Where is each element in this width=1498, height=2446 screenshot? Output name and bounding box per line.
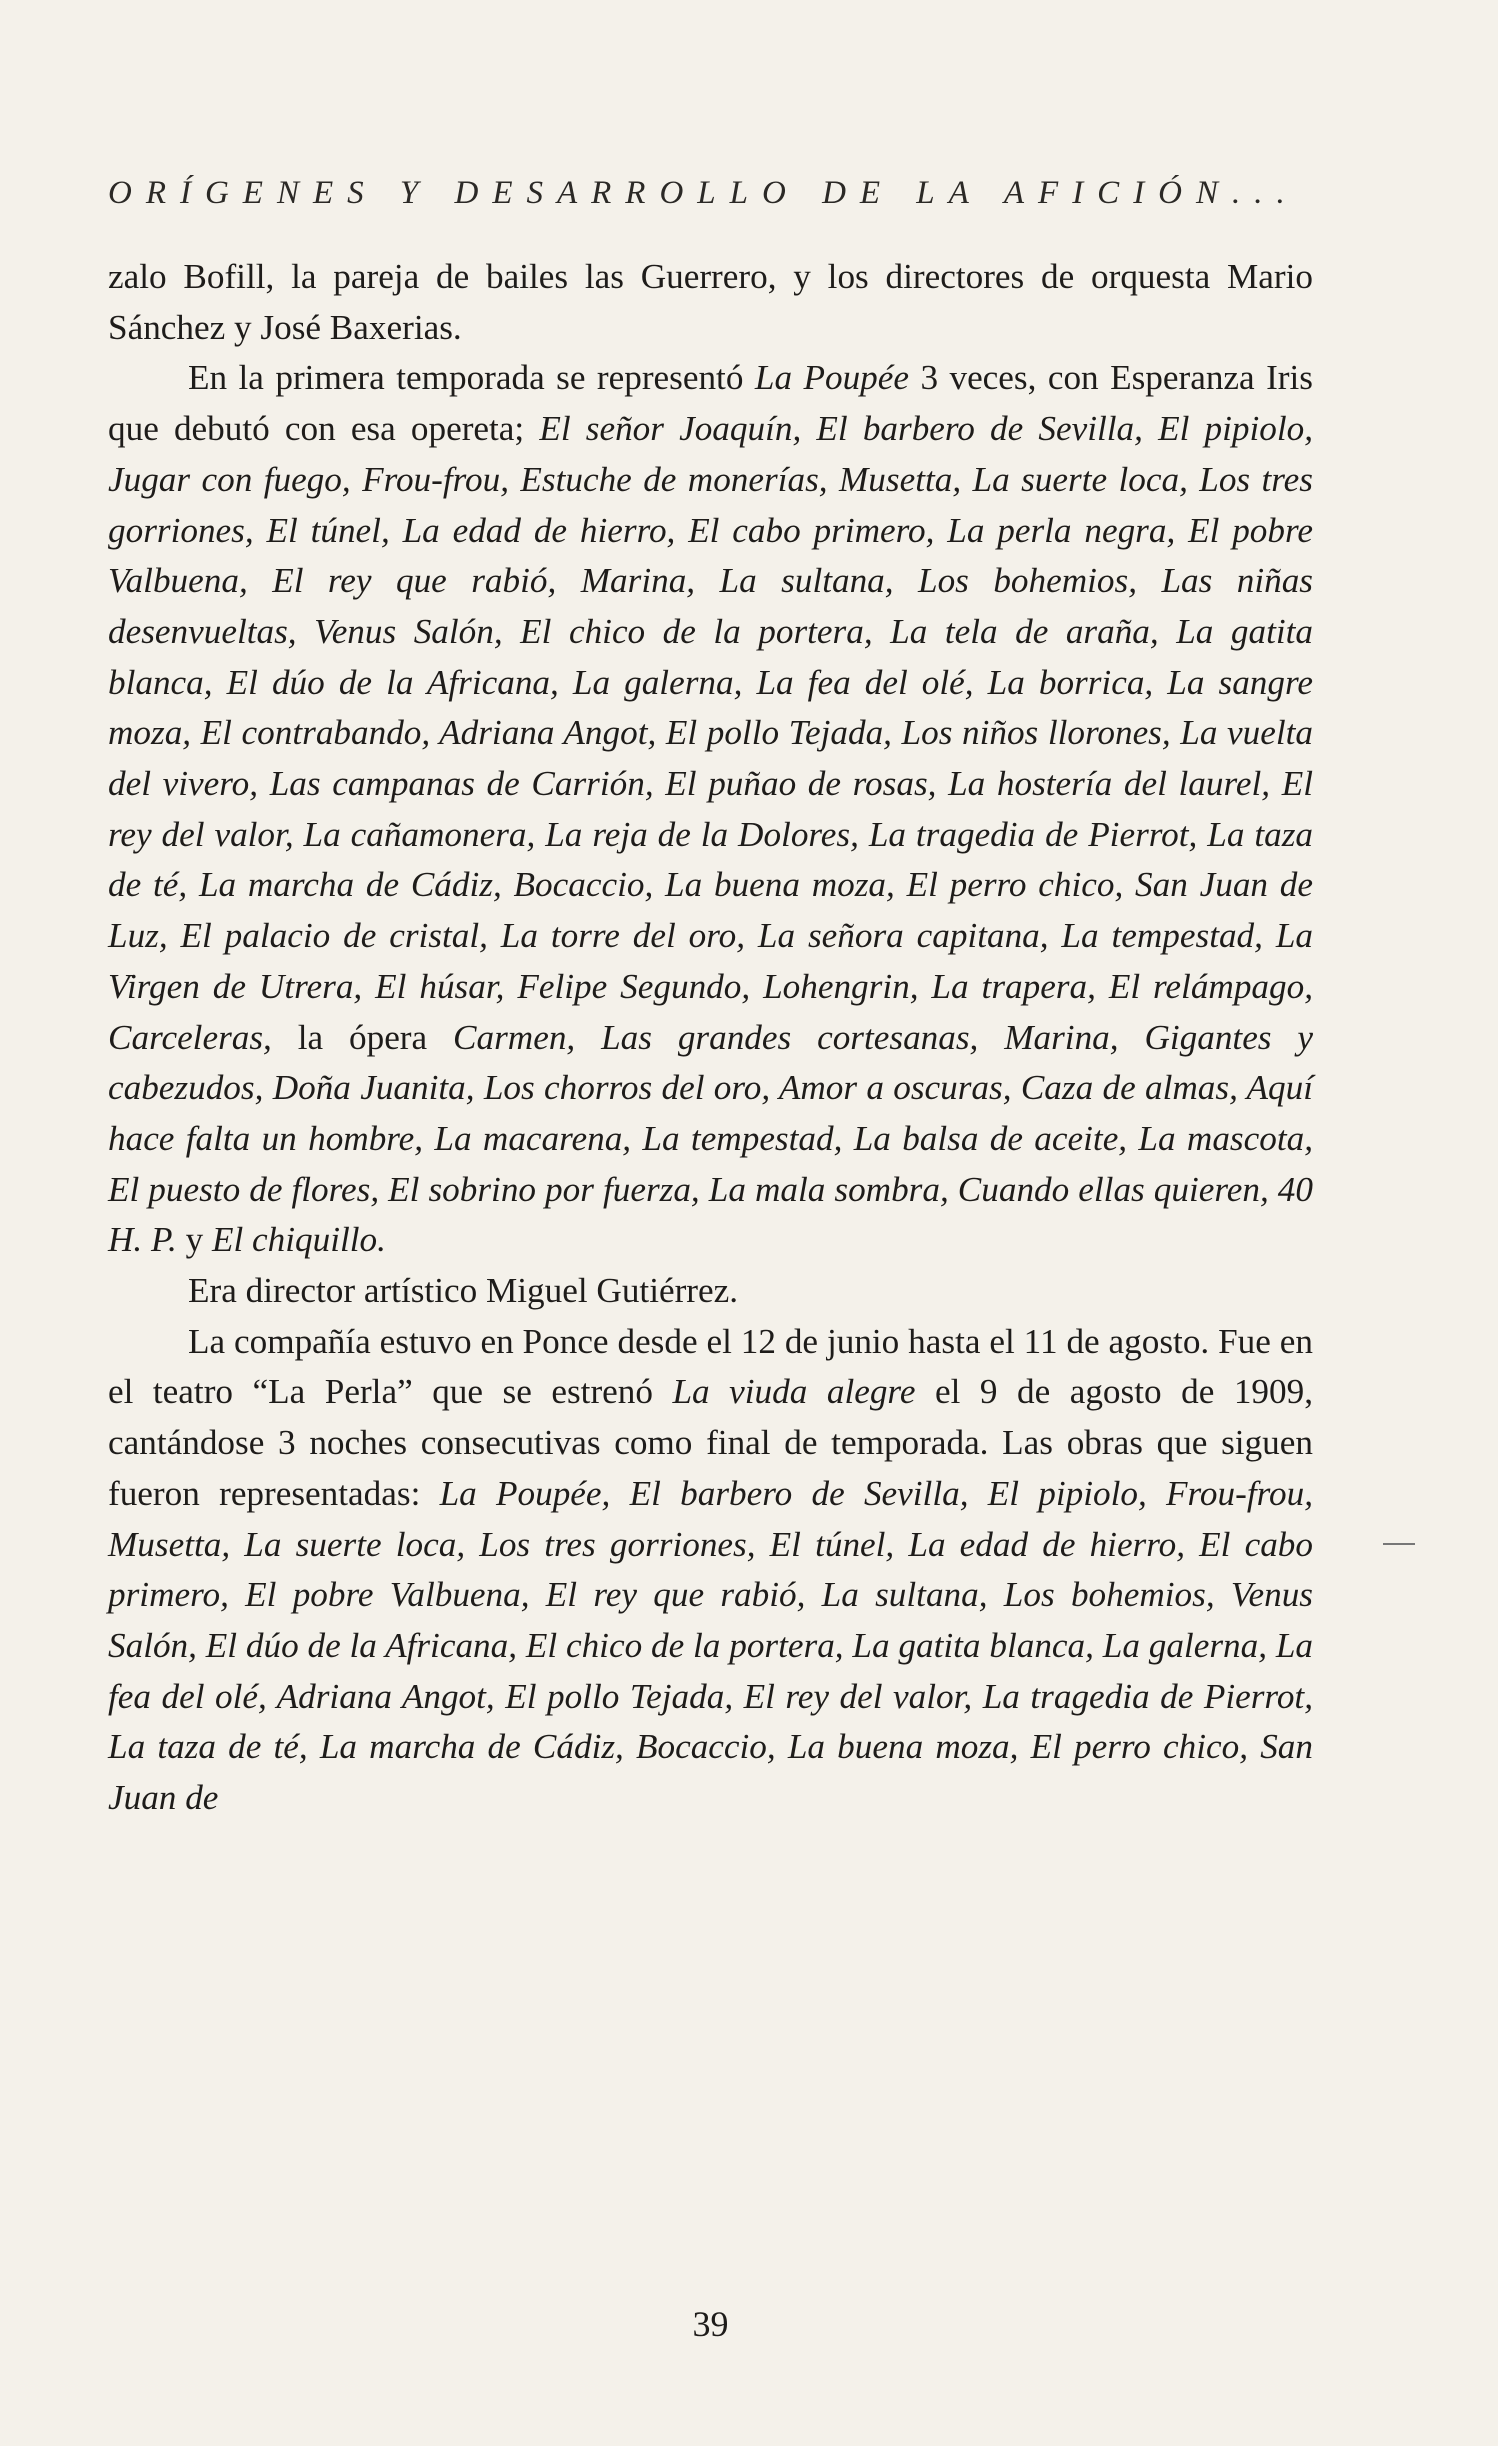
text-run: la ópera	[271, 1017, 454, 1057]
book-page	[108, 175, 1313, 2435]
italic-title-run: El señor Joaquín, El barbero de Sevilla, El pipiolo, Jugar con fuego, Frou-frou, Estuche de monerías, Musetta, La suerte loca, Los tres gorriones, El túnel, La edad de hierro, El cabo primero, La perla negra, El pobre Valbuena, El rey que rabió, Marina, La sultana, Los bohemios, Las niñas desenvueltas, Venus Salón, El chico de la portera, La tela de araña, La gatita blanca, El dúo de la Africana, La galerna, La fea del olé, La borrica, La sangre moza, El contrabando, Adriana Angot, El pollo Tejada, Los niños llorones, La vuelta del vivero, Las campanas de Carrión, El puñao de rosas, La hostería del laurel, El rey del valor, La cañamonera, La reja de la Dolores, La tragedia de Pierrot, La taza de té, La marcha de Cádiz, Bocaccio, La buena moza, El perro chico, San Juan de Luz, El palacio de cristal, La torre del oro, La señora capitana, La tempestad, La Virgen de Utrera, El húsar, Felipe Segundo, Lohengrin, La trapera, El relámpago, Carceleras,	[108, 409, 1313, 1057]
text-run: La compañía estuvo en Ponce desde el 12 de junio hasta el 11 de agosto. Fue en el teatro “La Perla” que se estrenó	[108, 1321, 1313, 1412]
paragraph	[108, 353, 1313, 1266]
italic-title-run: La Poupée	[754, 358, 909, 398]
text-run: En la primera temporada se representó	[188, 358, 755, 398]
text-run: 3 veces, con Esperanza Iris que debutó con esa opereta;	[108, 358, 1313, 449]
text-run: zalo Bofill, la pareja de bailes las Guerrero, y los directores de orquesta Mario Sánchez y José Baxerias.	[108, 257, 1313, 347]
text-run: Era director artístico Miguel Gutiérrez.	[188, 1271, 739, 1311]
paragraph	[108, 1266, 1313, 1317]
paragraph	[108, 252, 1313, 353]
italic-title-run: El chiquillo.	[211, 1220, 386, 1260]
italic-title-run: Carmen, Las grandes cortesanas, Marina, Gigantes y cabezudos, Doña Juanita, Los chorros del oro, Amor a oscuras, Caza de almas, Aquí hace falta un hombre, La macarena, La tempestad, La balsa de aceite, La mascota, El puesto de flores, El sobrino por fuerza, La mala sombra, Cuando ellas quieren, 40 H. P.	[108, 1017, 1313, 1260]
italic-title-run: La viuda alegre	[672, 1372, 916, 1412]
paragraph	[108, 1317, 1313, 1824]
page-number: 39	[692, 2304, 729, 2344]
body-text	[108, 252, 1313, 1824]
running-head: ORÍGENES Y DESARROLLO DE LA AFICIÓN...	[108, 175, 1299, 211]
margin-mark	[1383, 1543, 1415, 1545]
italic-title-run: La Poupée, El barbero de Sevilla, El pipiolo, Frou-frou, Musetta, La suerte loca, Los tres gorriones, El túnel, La edad de hierro, El cabo primero, El pobre Valbuena, El rey que rabió, La sultana, Los bohemios, Venus Salón, El dúo de la Africana, El chico de la portera, La gatita blanca, La galerna, La fea del olé, Adriana Angot, El pollo Tejada, El rey del valor, La tragedia de Pierrot, La taza de té, La marcha de Cádiz, Bocaccio, La buena moza, El perro chico, San Juan de	[108, 1473, 1313, 1818]
text-run: y	[176, 1220, 212, 1260]
text-run: el 9 de agosto de 1909, cantándose 3 noches consecutivas como final de temporada. Las obras que siguen fueron representadas:	[108, 1372, 1313, 1513]
